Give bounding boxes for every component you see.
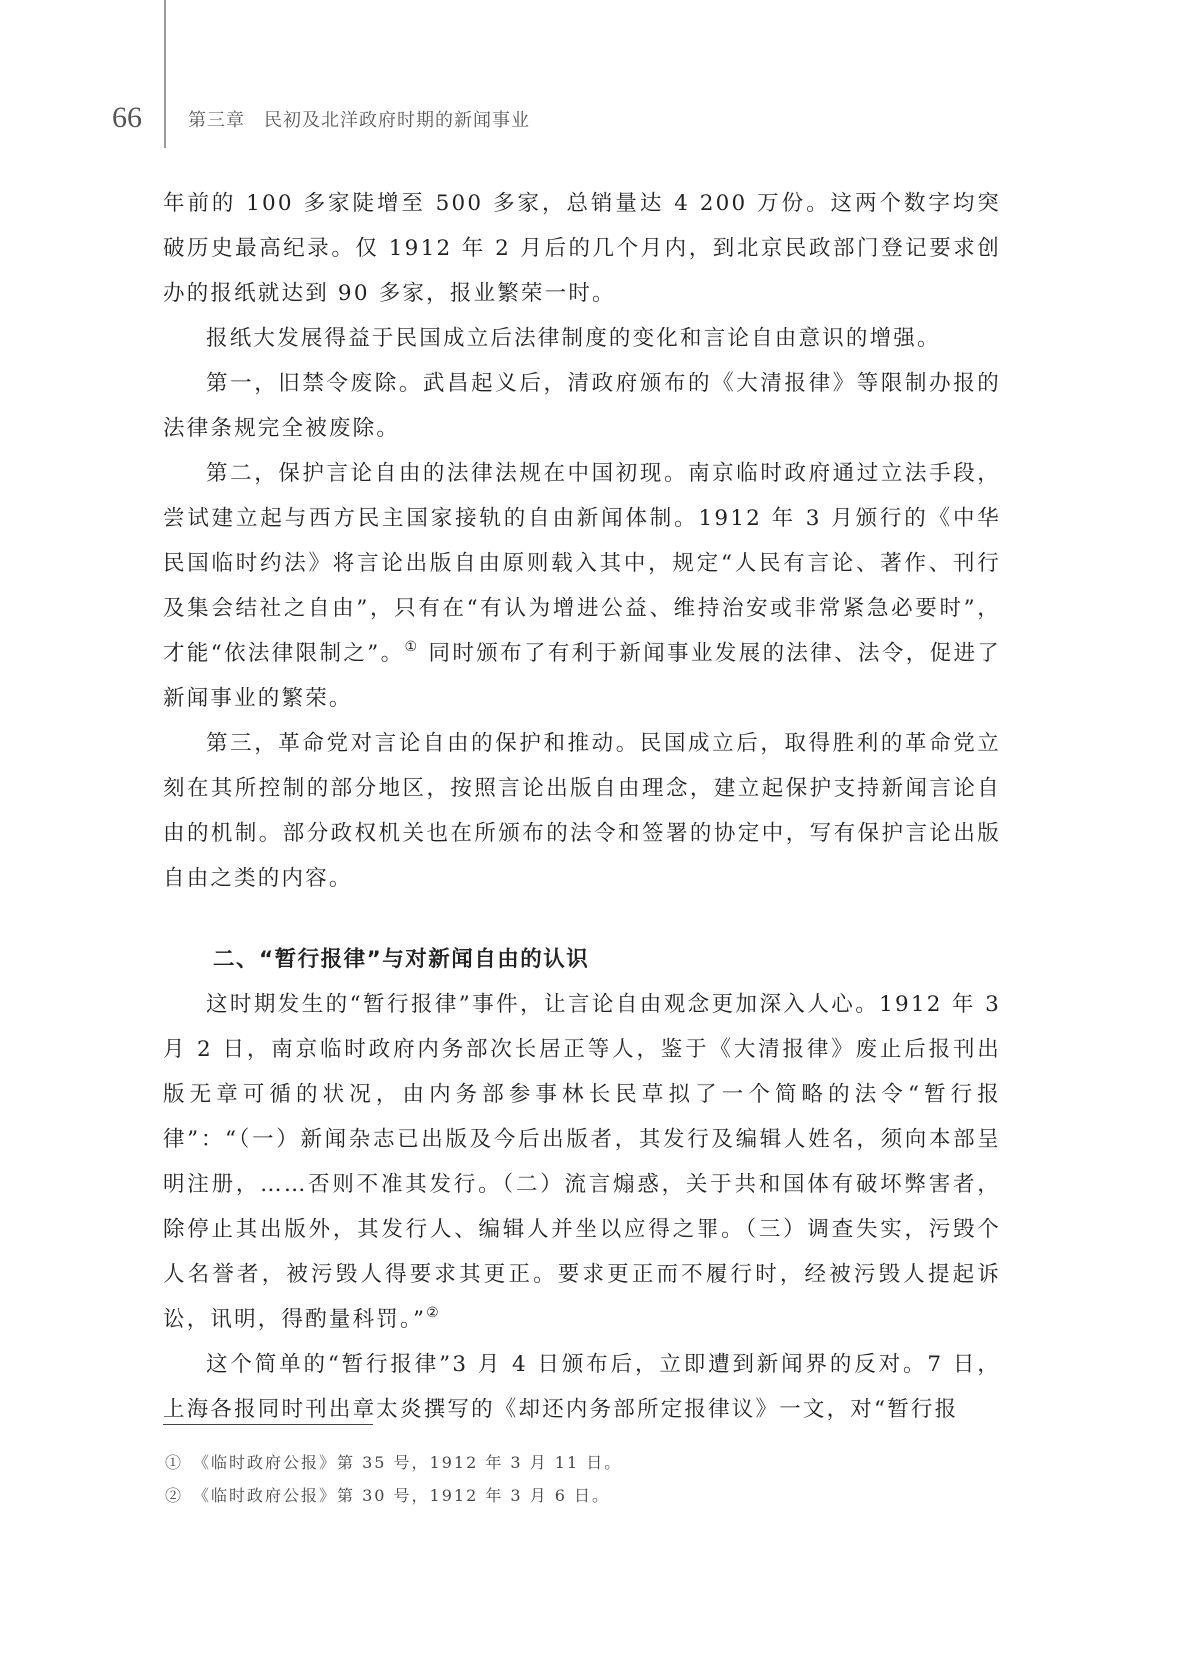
paragraph-3: 第一，旧禁令废除。武昌起义后，清政府颁布的《大清报律》等限制办报的法律条规完全被废除。 [163, 371, 1001, 441]
page-number: 66 [112, 101, 142, 134]
footnotes [165, 1446, 1003, 1512]
footnote-ref-1[interactable]: ① [404, 639, 420, 655]
paragraph-6 [163, 982, 1001, 1342]
paragraph-6-text: 这时期发生的“暂行报律”事件，让言论自由观念更加深入人心。1912 年 3 月 2 日，南京临时政府内务部次长居正等人，鉴于《大清报律》废止后报刊出版无章可循的状况，由内务部参事林长民草拟了一个简略的法令“暂行报律”：“（一）新闻杂志已出版及今后出版者，其发行及编辑人姓名，须向本部呈明注册，……否则不准其发行。（二）流言煽惑，关于共和国体有破坏弊害者，除停止其出版外，其发行人、编辑人并坐以应得之罪。（三）调查失实，污毁个人名誉者，被污毁人得要求其更正。要求更正而不履行时，经被污毁人提起诉讼，讯明，得酌量科罚。” [163, 992, 1001, 1332]
footnote-1: ① 《临时政府公报》第 35 号，1912 年 3 月 11 日。 [165, 1453, 623, 1472]
paragraph-4 [163, 451, 1001, 721]
paragraph-4-tail: 同时颁布了有利于新闻事业发展的法律、法令，促进了新闻事业的繁荣。 [163, 641, 1001, 711]
running-head-chapter-title: 第三章 民初及北洋政府时期的新闻事业 [188, 110, 530, 131]
footnote-2: ② 《临时政府公报》第 30 号，1912 年 3 月 6 日。 [165, 1486, 611, 1505]
paragraph-4-text: 第二，保护言论自由的法律法规在中国初现。南京临时政府通过立法手段，尝试建立起与西方民主国家接轨的自由新闻体制。1912 年 3 月颁行的《中华民国临时约法》将言论出版自由原则载入其中，规定“人民有言论、著作、刊行及集会结社之自由”，只有在“有认为增进公益、维持治安或非常紧急必要时”，才能“依法律限制之”。 [163, 461, 1001, 666]
section-heading: 二、“暂行报律”与对新闻自由的认识 [213, 947, 590, 972]
paragraph-1: 年前的 100 多家陡增至 500 多家，总销量达 4 200 万份。这两个数字均突破历史最高纪录。仅 1912 年 2 月后的几个月内，到北京民政部门登记要求创办的报纸就达到 90 多家，报业繁荣一时。 [163, 191, 1001, 306]
body-text [163, 181, 1001, 1432]
paragraph-7: 这个简单的“暂行报律”3 月 4 日颁布后，立即遭到新闻界的反对。7 日，上海各报同时刊出章太炎撰写的《却还内务部所定报律议》一文，对“暂行报 [163, 1352, 1001, 1422]
paragraph-5: 第三，革命党对言论自由的保护和推动。民国成立后，取得胜利的革命党立刻在其所控制的部分地区，按照言论出版自由理念，建立起保护支持新闻言论自由的机制。部分政权机关也在所颁布的法令和签署的协定中，写有保护言论出版自由之类的内容。 [163, 731, 1001, 891]
footnote-divider [163, 1424, 373, 1425]
footnote-ref-2[interactable]: ② [426, 1305, 441, 1321]
paragraph-2: 报纸大发展得益于民国成立后法律制度的变化和言论自由意识的增强。 [206, 326, 941, 351]
header-divider-line [164, 0, 166, 148]
